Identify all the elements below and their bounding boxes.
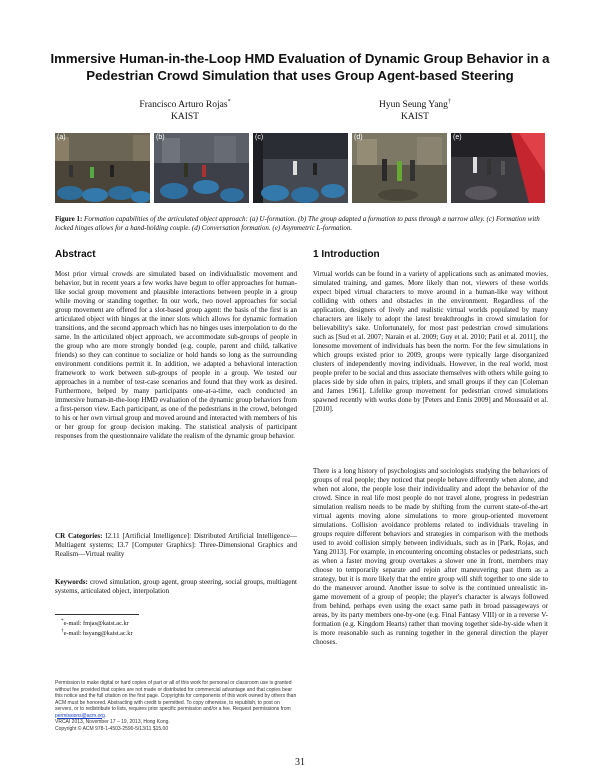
figure-panel-e — [451, 133, 545, 203]
cr-label: CR Categories: — [55, 532, 103, 540]
introduction-paragraph-2: There is a long history of psychologists and sociologists studying the behaviors of groups of real people; they noticed that people behave differently when alone, and when not alone, the people lose their individuality and adopt the behavior of the crowd. Since in real life most people do not travel alone, progress in pedestrian simulation realism needs to be made by shifting from the current state-of-the-art virtual agents moving alone simulations to more group-oriented movement simulations. Collision avoidance problems related to individuals traveling in groups require different behaviors and strategies in comparison with the methods used to avoid collision simply between individuals, such as in [Park, Rojas, and Yang 2013]. For example, in encountering oncoming obstacles or pedestrians, such as when a faster moving group overtakes a slower one in front, members may choose to temporarily separate and rejoin after maneuvering past them as a strategy, but it is more likely that the entire group will shift together to one side to do the maneuver around. Another issue to solve is the continued unrealistic in-game movement of a group of people; the player's character is always followed from behind, perhaps even using the exact same path in broad passageways or areas, by its party members one-by-one (e.g. Final Fantasy VIII) or in a reverse V-formation (e.g. Kingdom Hearts) rather than moving together side-by-side when it is more reasonable such as running together in the general direction the player chooses. — [313, 467, 548, 646]
footnote-text: e-mail: fmjas@kaist.ac.kr — [63, 620, 129, 628]
figure-panel-a — [55, 133, 150, 203]
footnote-text: e-mail: hsyang@kaist.ac.kr — [63, 630, 133, 638]
panel-label: (d) — [354, 134, 363, 141]
permission-email-link[interactable]: permissions@acm.org — [55, 712, 105, 719]
venue: VRCAI 2013, November 17 – 19, 2013, Hong Kong. — [55, 719, 170, 725]
page-number: 31 — [295, 757, 305, 768]
paper-title: Immersive Human-in-the-Loop HMD Evaluation of Dynamic Group Behavior in a Pedestrian Crowd Simulation that uses Group Agent-based Steering — [50, 51, 550, 83]
keywords-text: crowd simulation, group agent, group steering, social groups, multiagent systems, articulated object, interpolation — [55, 578, 297, 595]
permission-text: Permission to make digital or hard copies of part or all of this work for personal or classroom use is granted without fee provided that copies are not made or distributed for commercial advantage and that copies bear this notice and the full citation on the first page. Copyrights for components of this work owned by others than ACM must be honored. Abstracting with credit is permitted. To copy otherwise, to republish, to post on servers, or to redistribute to lists, requires prior specific permission and/or a fee. Request permissions from — [55, 680, 297, 712]
panel-label: (c) — [255, 134, 264, 141]
author-name: Hyun Seung Yang — [379, 100, 448, 111]
abstract-body: Most prior virtual crowds are simulated based on individualistic movement and behavior, but in recent years a few works have begun to offer approaches for human-like social group movement and plausible interactions between people in a group while moving or standing together. In our work, two novel approaches for social group movement are offered for a slot-based group agent: the basis of the first is an articulated object with hinges at the inner slots which allows for dynamic formation transitions, and the second approach which has no hinges uses interpolation to do the same. In the articulated object approach, we accommodate sub-groups of people in the group who are more strongly bonded (e.g. couple, parent and child, talkative friends) so they can continue to socialize or hold hands so long as the surrounding environment conditions permit it. In addition, we adapted a behavioral interaction framework to work between sub-groups of people in a group. We tested our approaches in a number of test-case scenarios and found that they work as desired. Furthermore, helped by many participants one-at-a-time, each conducted an immersive human-in-the-loop HMD evaluation of the dynamic group behaviors from a first-person view. Each participant, as one of the pedestrians in the crowd, belonged to his or her own virtual group and moved around and interacted with members of his or her group for group decision making. The statistical analysis of participant responses from the questionnaire validate the realism of the dynamic group behavior. — [55, 270, 297, 440]
figure-caption — [55, 215, 545, 233]
panel-label: (e) — [453, 134, 462, 141]
scene-illustration — [253, 133, 348, 203]
scene-illustration — [352, 133, 447, 203]
panel-label: (a) — [57, 134, 66, 141]
figure-panel-b — [154, 133, 249, 203]
figure-panel-c — [253, 133, 348, 203]
author-name: Francisco Arturo Rojas — [139, 100, 228, 111]
keywords — [55, 578, 297, 596]
scene-illustration — [154, 133, 249, 203]
abstract-heading: Abstract — [55, 249, 96, 260]
author-1 — [70, 96, 300, 123]
permission-notice: Permission to make digital or hard copies of part or all of this work for personal or classroom use is granted without fee provided that copies are not made or distributed for commercial advantage and that copies bear this notice and the full citation on the first page. Copyrights for components of this work owned by others than ACM must be honored. Abstracting with credit is permitted. To copy otherwise, to republish, to post on servers, or to redistribute to lists, requires prior specific permission and/or a fee. Request permissions from permissions@acm.org. VRCAI 2013, November 17 – 19, 2013, Hong Kong. Copyright © ACM 978-1-4503-2590-5/13/11 $15.00 — [55, 680, 297, 732]
author-mark: † — [447, 99, 451, 105]
footnote-mark: † — [61, 628, 64, 634]
figure-panel-d — [352, 133, 447, 203]
author-2 — [300, 96, 530, 123]
caption-label: Figure 1: — [55, 215, 83, 223]
teaser-figure — [55, 133, 545, 203]
author-affiliation: KAIST — [401, 112, 429, 123]
footnote-mark: * — [61, 618, 64, 624]
scene-illustration — [451, 133, 545, 203]
copyright: Copyright © ACM 978-1-4503-2590-5/13/11 $15.00 — [55, 725, 169, 732]
caption-text: Formation capabilities of the articulated object approach: (a) U-formation. (b) The group adapted a formation to pass through a narrow alley. (c) Formation with locked hinges allows for a hand-holding couple. (d) Conversation formation. (e) Asymmetric L-formation. — [55, 215, 540, 232]
panel-label: (b) — [156, 134, 165, 141]
footnote-rule — [55, 614, 139, 615]
cr-categories — [55, 532, 297, 559]
cr-text: I2.11 [Artificial Intelligence]: Distributed Artificial Intelligence—Multiagent systems; I3.7 [Computer Graphics]: Three-Dimensional Graphics and Realism—Virtual reality — [55, 532, 297, 558]
footnote-2 — [61, 627, 133, 638]
keywords-label: Keywords: — [55, 578, 88, 586]
introduction-heading: 1 Introduction — [313, 249, 380, 260]
author-affiliation: KAIST — [171, 112, 199, 123]
author-mark: * — [227, 99, 231, 105]
scene-illustration — [55, 133, 150, 203]
introduction-paragraph-1: Virtual worlds can be found in a variety of applications such as animated movies, simulated training, and games. More likely than not, viewers of these worlds expect biped virtual characters to move around in a human-like way without colliding with others and obstacles in the environment. Regardless of the application, designers of lively and realistic virtual worlds populated by many characters are likely to adopt the latest breakthroughs in crowd simulation for believability's sake. Unfortunately, for most past pedestrian crowd simulations such as [Sud et al. 2007; Narain et al. 2009; Guy et al. 2010; Patil et al. 2011], the lonesome movement of individuals has been the norm. For the few simulations in which groups existed prior to 2009, groups were typically large disorganized clusters of independently moving individuals. However, in the real world, most people prefer to be social and thus associate themselves with others while going to places side by side often in pairs, triplets, and small groups if they can [Coleman and James 1961]. Lifelike group movement for pedestrian crowd simulations spawned recently with works done by [Peters and Ennis 2009] and Moussaïd et al. [2010]. — [313, 270, 548, 413]
